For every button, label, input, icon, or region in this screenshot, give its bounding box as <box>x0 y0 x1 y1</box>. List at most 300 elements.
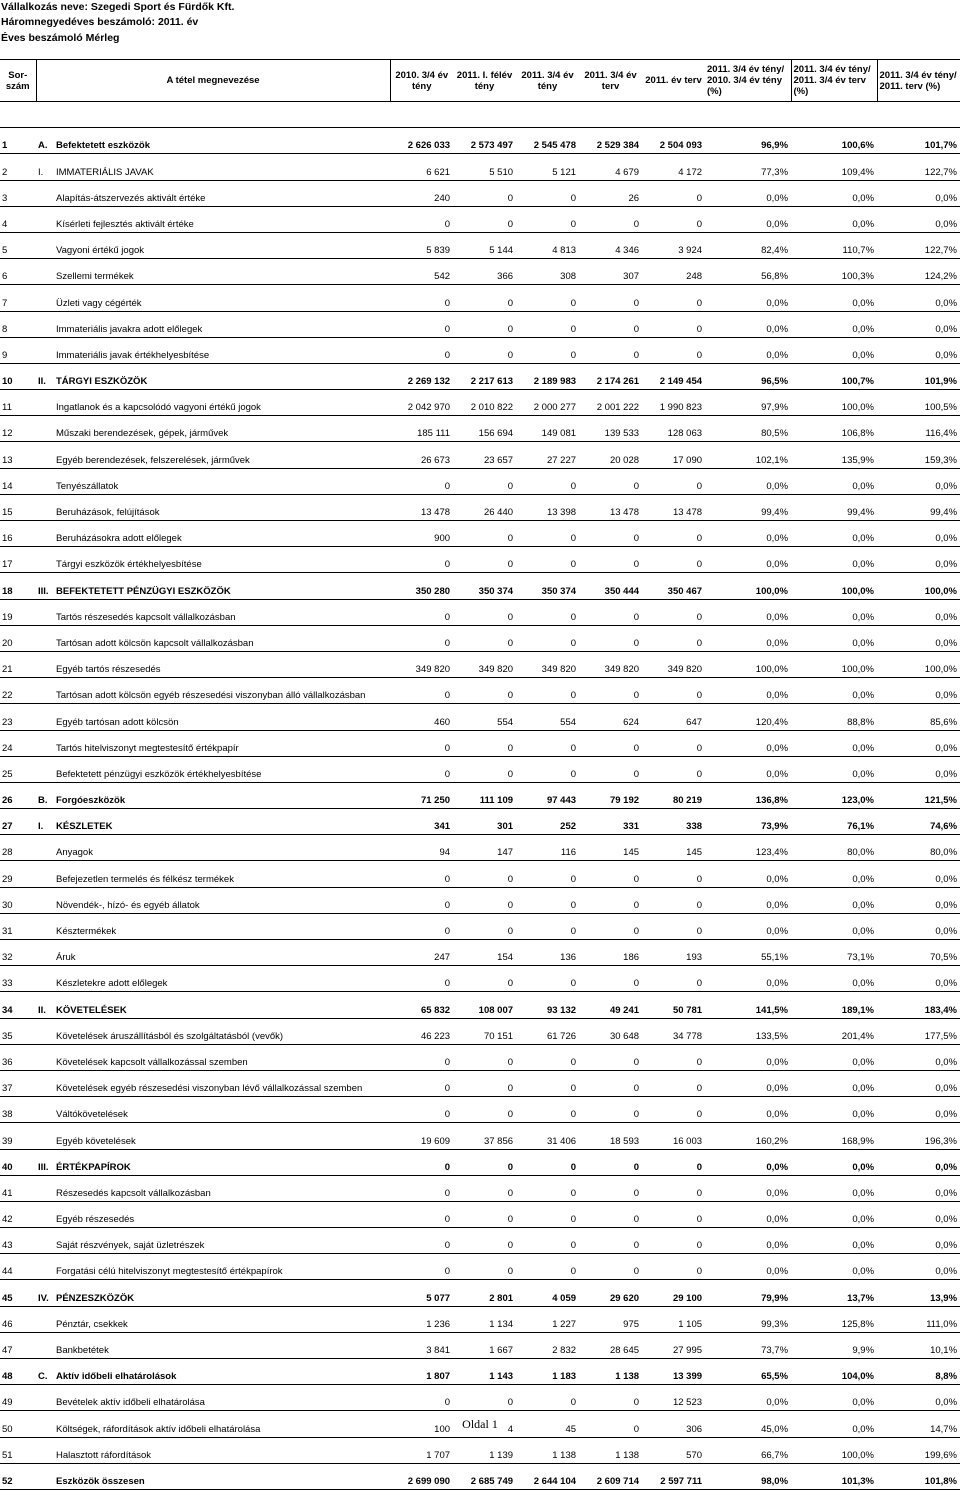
row-value-7: 100,6% <box>791 128 877 154</box>
row-label: Követelések áruszállításból és szolgáltatásból (vevők) <box>54 1018 390 1044</box>
row-value-3: 0 <box>516 1044 579 1070</box>
row-value-1: 13 478 <box>390 494 453 520</box>
header-spacer-cell <box>0 102 960 128</box>
row-value-6: 0,0% <box>705 1097 791 1123</box>
row-value-8: 0,0% <box>877 887 960 913</box>
row-number: 41 <box>0 1175 36 1201</box>
row-value-5: 0 <box>642 1228 705 1254</box>
table-row <box>0 1070 960 1096</box>
row-value-5: 27 995 <box>642 1332 705 1358</box>
row-value-4: 2 529 384 <box>579 128 642 154</box>
table-row <box>0 1175 960 1201</box>
row-value-2: 0 <box>453 887 516 913</box>
row-value-6: 0,0% <box>705 678 791 704</box>
row-value-8: 0,0% <box>877 1228 960 1254</box>
row-value-2: 349 820 <box>453 651 516 677</box>
row-value-1: 19 609 <box>390 1123 453 1149</box>
row-label: Üzleti vagy cégérték <box>54 285 390 311</box>
table-row <box>0 1149 960 1175</box>
row-value-8: 0,0% <box>877 1175 960 1201</box>
row-label: Követelések kapcsolt vállalkozással szemben <box>54 1044 390 1070</box>
table-row <box>0 1123 960 1149</box>
row-value-3: 308 <box>516 259 579 285</box>
table-row <box>0 285 960 311</box>
row-value-6: 0,0% <box>705 1228 791 1254</box>
table-row <box>0 1306 960 1332</box>
row-value-2: 0 <box>453 913 516 939</box>
row-roman <box>36 390 54 416</box>
row-value-7: 0,0% <box>791 1201 877 1227</box>
row-value-1: 0 <box>390 468 453 494</box>
row-roman <box>36 1385 54 1411</box>
row-value-3: 61 726 <box>516 1018 579 1044</box>
row-label: Költségek, ráfordítások aktív időbeli elhatárolása <box>54 1411 390 1437</box>
row-value-3: 0 <box>516 861 579 887</box>
row-value-3: 0 <box>516 1097 579 1123</box>
table-row <box>0 547 960 573</box>
row-number: 45 <box>0 1280 36 1306</box>
row-value-6: 100,0% <box>705 573 791 599</box>
table-row <box>0 259 960 285</box>
row-value-2: 0 <box>453 1044 516 1070</box>
row-value-2: 0 <box>453 180 516 206</box>
row-label: Halasztott ráfordítások <box>54 1437 390 1463</box>
row-roman: III. <box>36 573 54 599</box>
row-value-2: 0 <box>453 599 516 625</box>
row-value-5: 0 <box>642 966 705 992</box>
row-label: Bevételek aktív időbeli elhatárolása <box>54 1385 390 1411</box>
row-roman <box>36 1097 54 1123</box>
row-value-8: 0,0% <box>877 547 960 573</box>
row-number: 44 <box>0 1254 36 1280</box>
table-row <box>0 337 960 363</box>
row-number: 19 <box>0 599 36 625</box>
row-label: Műszaki berendezések, gépek, járművek <box>54 416 390 442</box>
row-value-8: 0,0% <box>877 337 960 363</box>
row-value-4: 624 <box>579 704 642 730</box>
row-value-1: 2 699 090 <box>390 1463 453 1489</box>
row-value-8: 0,0% <box>877 599 960 625</box>
row-value-2: 0 <box>453 730 516 756</box>
row-value-8: 8,8% <box>877 1359 960 1385</box>
row-value-4: 0 <box>579 913 642 939</box>
row-number: 24 <box>0 730 36 756</box>
row-roman <box>36 1018 54 1044</box>
row-value-7: 0,0% <box>791 1175 877 1201</box>
row-label: Tartós részesedés kapcsolt vállalkozásban <box>54 599 390 625</box>
row-label: Saját részvények, saját üzletrészek <box>54 1228 390 1254</box>
row-value-2: 70 151 <box>453 1018 516 1044</box>
row-value-1: 0 <box>390 547 453 573</box>
statement-title: Éves beszámoló Mérleg <box>1 32 120 44</box>
table-row <box>0 468 960 494</box>
row-roman <box>36 599 54 625</box>
row-value-6: 0,0% <box>705 206 791 232</box>
row-value-6: 0,0% <box>705 625 791 651</box>
row-value-8: 159,3% <box>877 442 960 468</box>
row-value-1: 0 <box>390 311 453 337</box>
row-value-4: 28 645 <box>579 1332 642 1358</box>
row-label: ÉRTÉKPAPÍROK <box>54 1149 390 1175</box>
row-value-6: 99,4% <box>705 494 791 520</box>
row-value-2: 108 007 <box>453 992 516 1018</box>
row-value-4: 0 <box>579 756 642 782</box>
row-number: 7 <box>0 285 36 311</box>
table-row <box>0 1437 960 1463</box>
col-header-c8-text: 2011. 3/4 év tény/ 2011. terv (%) <box>879 69 957 92</box>
row-number: 27 <box>0 809 36 835</box>
row-value-3: 2 189 983 <box>516 363 579 389</box>
row-value-6: 0,0% <box>705 1044 791 1070</box>
row-value-2: 5 144 <box>453 232 516 258</box>
row-roman <box>36 206 54 232</box>
row-value-1: 1 236 <box>390 1306 453 1332</box>
row-value-3: 0 <box>516 285 579 311</box>
row-value-1: 460 <box>390 704 453 730</box>
row-value-4: 0 <box>579 337 642 363</box>
row-value-6: 96,5% <box>705 363 791 389</box>
row-value-5: 0 <box>642 678 705 704</box>
row-value-6: 123,4% <box>705 835 791 861</box>
row-value-2: 0 <box>453 966 516 992</box>
row-number: 32 <box>0 940 36 966</box>
row-value-1: 0 <box>390 1175 453 1201</box>
row-value-8: 122,7% <box>877 154 960 180</box>
row-value-8: 0,0% <box>877 861 960 887</box>
row-value-2: 0 <box>453 1097 516 1123</box>
row-value-7: 0,0% <box>791 1097 877 1123</box>
row-label: KÖVETELÉSEK <box>54 992 390 1018</box>
row-value-3: 0 <box>516 756 579 782</box>
row-value-5: 0 <box>642 730 705 756</box>
row-number: 13 <box>0 442 36 468</box>
table-row <box>0 1228 960 1254</box>
row-roman <box>36 521 54 547</box>
row-value-7: 0,0% <box>791 1044 877 1070</box>
row-roman <box>36 1306 54 1332</box>
row-value-6: 0,0% <box>705 521 791 547</box>
table-row <box>0 1201 960 1227</box>
row-value-2: 2 010 822 <box>453 390 516 416</box>
row-label: Részesedés kapcsolt vállalkozásban <box>54 1175 390 1201</box>
table-row <box>0 128 960 154</box>
row-value-6: 82,4% <box>705 232 791 258</box>
table-row <box>0 232 960 258</box>
row-value-4: 0 <box>579 1385 642 1411</box>
row-roman <box>36 756 54 782</box>
row-label: Kísérleti fejlesztés aktivált értéke <box>54 206 390 232</box>
row-value-4: 1 138 <box>579 1359 642 1385</box>
row-value-6: 0,0% <box>705 756 791 782</box>
row-value-6: 102,1% <box>705 442 791 468</box>
row-value-4: 2 001 222 <box>579 390 642 416</box>
row-value-2: 0 <box>453 1201 516 1227</box>
row-roman <box>36 651 54 677</box>
row-value-4: 1 138 <box>579 1437 642 1463</box>
row-value-6: 160,2% <box>705 1123 791 1149</box>
row-value-8: 74,6% <box>877 809 960 835</box>
row-value-3: 252 <box>516 809 579 835</box>
row-value-6: 0,0% <box>705 337 791 363</box>
row-value-4: 4 346 <box>579 232 642 258</box>
row-roman <box>36 678 54 704</box>
row-roman <box>36 337 54 363</box>
row-value-8: 101,8% <box>877 1463 960 1489</box>
row-value-7: 80,0% <box>791 835 877 861</box>
row-value-6: 99,3% <box>705 1306 791 1332</box>
row-value-4: 0 <box>579 625 642 651</box>
row-value-1: 0 <box>390 285 453 311</box>
row-roman: IV. <box>36 1280 54 1306</box>
row-value-3: 350 374 <box>516 573 579 599</box>
row-value-3: 2 000 277 <box>516 390 579 416</box>
row-value-2: 23 657 <box>453 442 516 468</box>
row-value-8: 0,0% <box>877 468 960 494</box>
row-value-3: 0 <box>516 966 579 992</box>
row-value-7: 0,0% <box>791 730 877 756</box>
row-value-6: 0,0% <box>705 1175 791 1201</box>
row-value-6: 56,8% <box>705 259 791 285</box>
row-value-5: 34 778 <box>642 1018 705 1044</box>
row-value-1: 0 <box>390 1228 453 1254</box>
row-value-7: 0,0% <box>791 521 877 547</box>
row-value-3: 31 406 <box>516 1123 579 1149</box>
row-number: 39 <box>0 1123 36 1149</box>
row-value-3: 116 <box>516 835 579 861</box>
balance-sheet-table <box>0 59 960 1490</box>
row-value-8: 0,0% <box>877 966 960 992</box>
row-roman <box>36 940 54 966</box>
row-value-8: 0,0% <box>877 206 960 232</box>
row-roman <box>36 416 54 442</box>
row-value-6: 0,0% <box>705 913 791 939</box>
row-roman: II. <box>36 992 54 1018</box>
row-number: 16 <box>0 521 36 547</box>
row-value-1: 71 250 <box>390 782 453 808</box>
row-value-6: 0,0% <box>705 1201 791 1227</box>
header-row <box>0 60 960 102</box>
row-value-7: 76,1% <box>791 809 877 835</box>
row-label: Tartósan adott kölcsön kapcsolt vállalkozásban <box>54 625 390 651</box>
row-label: Egyéb részesedés <box>54 1201 390 1227</box>
row-value-5: 0 <box>642 599 705 625</box>
row-label: Befektetett eszközök <box>54 128 390 154</box>
row-roman <box>36 311 54 337</box>
row-value-2: 0 <box>453 468 516 494</box>
table-row <box>0 913 960 939</box>
row-number: 4 <box>0 206 36 232</box>
row-roman <box>36 1463 54 1489</box>
row-value-7: 125,8% <box>791 1306 877 1332</box>
row-value-1: 0 <box>390 1201 453 1227</box>
row-roman: III. <box>36 1149 54 1175</box>
row-value-8: 10,1% <box>877 1332 960 1358</box>
row-number: 9 <box>0 337 36 363</box>
row-roman: I. <box>36 154 54 180</box>
row-value-5: 17 090 <box>642 442 705 468</box>
col-header-c2 <box>453 60 516 102</box>
row-value-6: 55,1% <box>705 940 791 966</box>
row-value-4: 0 <box>579 1411 642 1437</box>
row-value-5: 0 <box>642 311 705 337</box>
row-value-7: 0,0% <box>791 1149 877 1175</box>
col-header-c1-text: 2010. 3/4 év tény <box>395 69 449 92</box>
row-value-2: 0 <box>453 1228 516 1254</box>
row-value-2: 1 667 <box>453 1332 516 1358</box>
row-value-5: 0 <box>642 625 705 651</box>
row-number: 50 <box>0 1411 36 1437</box>
row-value-4: 0 <box>579 1228 642 1254</box>
row-value-8: 14,7% <box>877 1411 960 1437</box>
row-number: 11 <box>0 390 36 416</box>
row-label: Beruházások, felújítások <box>54 494 390 520</box>
table-row <box>0 1463 960 1489</box>
row-value-7: 123,0% <box>791 782 877 808</box>
table-row <box>0 730 960 756</box>
row-value-4: 0 <box>579 1070 642 1096</box>
table-row <box>0 363 960 389</box>
row-value-4: 0 <box>579 887 642 913</box>
row-value-2: 0 <box>453 756 516 782</box>
row-roman <box>36 468 54 494</box>
col-header-c7 <box>791 60 877 102</box>
row-value-1: 240 <box>390 180 453 206</box>
row-roman <box>36 1332 54 1358</box>
header-spacer <box>0 102 960 128</box>
row-value-1: 542 <box>390 259 453 285</box>
row-roman: II. <box>36 363 54 389</box>
row-value-6: 0,0% <box>705 1149 791 1175</box>
row-label: TÁRGYI ESZKÖZÖK <box>54 363 390 389</box>
table-row <box>0 809 960 835</box>
row-value-2: 0 <box>453 547 516 573</box>
row-roman <box>36 1044 54 1070</box>
row-value-6: 73,7% <box>705 1332 791 1358</box>
row-value-7: 0,0% <box>791 337 877 363</box>
row-value-7: 0,0% <box>791 887 877 913</box>
table-row <box>0 704 960 730</box>
row-roman <box>36 1254 54 1280</box>
row-label: Anyagok <box>54 835 390 861</box>
row-value-1: 0 <box>390 913 453 939</box>
table-row <box>0 494 960 520</box>
row-value-3: 1 138 <box>516 1437 579 1463</box>
row-value-3: 0 <box>516 1070 579 1096</box>
row-roman: C. <box>36 1359 54 1385</box>
row-value-5: 0 <box>642 1044 705 1070</box>
row-value-6: 133,5% <box>705 1018 791 1044</box>
row-value-5: 128 063 <box>642 416 705 442</box>
row-value-6: 0,0% <box>705 180 791 206</box>
table-row <box>0 1359 960 1385</box>
row-roman <box>36 232 54 258</box>
row-value-6: 0,0% <box>705 285 791 311</box>
row-label: Tenyészállatok <box>54 468 390 494</box>
row-value-7: 99,4% <box>791 494 877 520</box>
row-label: Egyéb követelések <box>54 1123 390 1149</box>
row-value-4: 2 174 261 <box>579 363 642 389</box>
row-value-2: 0 <box>453 1149 516 1175</box>
row-value-8: 0,0% <box>877 678 960 704</box>
row-value-3: 13 398 <box>516 494 579 520</box>
row-value-4: 145 <box>579 835 642 861</box>
row-value-1: 900 <box>390 521 453 547</box>
row-value-7: 201,4% <box>791 1018 877 1044</box>
row-value-3: 0 <box>516 913 579 939</box>
row-value-5: 0 <box>642 1254 705 1280</box>
row-value-5: 0 <box>642 861 705 887</box>
row-value-1: 0 <box>390 1070 453 1096</box>
row-value-1: 3 841 <box>390 1332 453 1358</box>
row-value-6: 77,3% <box>705 154 791 180</box>
table-row <box>0 521 960 547</box>
row-number: 51 <box>0 1437 36 1463</box>
row-value-6: 0,0% <box>705 1254 791 1280</box>
row-value-6: 0,0% <box>705 468 791 494</box>
row-value-7: 0,0% <box>791 547 877 573</box>
row-value-7: 73,1% <box>791 940 877 966</box>
row-value-5: 13 399 <box>642 1359 705 1385</box>
row-value-5: 12 523 <box>642 1385 705 1411</box>
row-value-5: 647 <box>642 704 705 730</box>
row-label: Immateriális javakra adott előlegek <box>54 311 390 337</box>
row-label: Pénztár, csekkek <box>54 1306 390 1332</box>
row-value-6: 0,0% <box>705 966 791 992</box>
row-value-3: 97 443 <box>516 782 579 808</box>
row-value-8: 0,0% <box>877 1254 960 1280</box>
row-value-4: 0 <box>579 678 642 704</box>
row-value-1: 349 820 <box>390 651 453 677</box>
row-value-3: 0 <box>516 1228 579 1254</box>
row-label: Aktív időbeli elhatárolások <box>54 1359 390 1385</box>
row-label: Forgatási célú hitelviszonyt megtestesítő értékpapírok <box>54 1254 390 1280</box>
row-value-3: 0 <box>516 678 579 704</box>
row-value-8: 0,0% <box>877 913 960 939</box>
row-value-7: 0,0% <box>791 913 877 939</box>
row-roman <box>36 835 54 861</box>
row-roman <box>36 1123 54 1149</box>
table-body <box>0 128 960 1490</box>
table-row <box>0 651 960 677</box>
row-value-5: 1 990 823 <box>642 390 705 416</box>
row-roman <box>36 285 54 311</box>
row-value-4: 0 <box>579 1044 642 1070</box>
row-number: 2 <box>0 154 36 180</box>
row-value-8: 0,0% <box>877 1097 960 1123</box>
row-value-8: 101,9% <box>877 363 960 389</box>
row-value-2: 1 143 <box>453 1359 516 1385</box>
row-value-5: 0 <box>642 337 705 363</box>
col-header-c3-text: 2011. 3/4 év tény <box>521 69 574 92</box>
row-value-1: 1 807 <box>390 1359 453 1385</box>
row-value-1: 0 <box>390 1254 453 1280</box>
row-value-2: 554 <box>453 704 516 730</box>
row-label: Tartósan adott kölcsön egyéb részesedési viszonyban álló vállalkozásban <box>54 678 390 704</box>
row-value-5: 2 597 711 <box>642 1463 705 1489</box>
row-label: PÉNZESZKÖZÖK <box>54 1280 390 1306</box>
row-value-8: 13,9% <box>877 1280 960 1306</box>
col-header-c2-text: 2011. I. félév tény <box>456 69 513 92</box>
col-header-c3 <box>516 60 579 102</box>
row-value-8: 0,0% <box>877 625 960 651</box>
row-value-5: 0 <box>642 1149 705 1175</box>
row-value-1: 0 <box>390 206 453 232</box>
row-value-6: 98,0% <box>705 1463 791 1489</box>
row-value-4: 331 <box>579 809 642 835</box>
row-number: 10 <box>0 363 36 389</box>
table-row <box>0 599 960 625</box>
row-value-3: 0 <box>516 730 579 756</box>
